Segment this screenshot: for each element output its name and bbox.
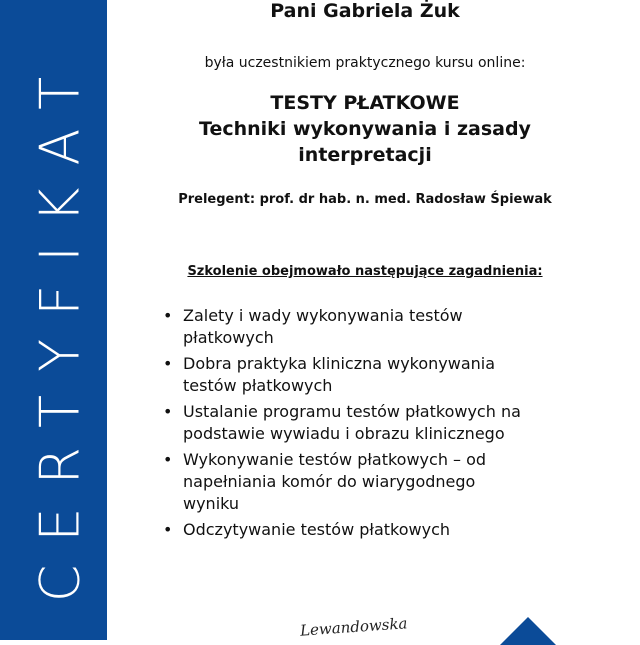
list-item — [163, 401, 523, 445]
topics-heading: Szkolenie obejmowało następujące zagadnienia: — [187, 264, 543, 279]
recipient-name: Pani Gabriela Żuk — [270, 0, 460, 22]
course-title-line: interpretacji — [298, 144, 432, 166]
topic-text: Zalety i wady wykonywania testów płatkowych — [183, 306, 463, 347]
intro-text: była uczestnikiem praktycznego kursu online: — [204, 55, 526, 71]
topic-text: Ustalanie programu testów płatkowych na podstawie wywiadu i obrazu klinicznego — [183, 402, 521, 443]
list-item — [163, 449, 523, 515]
course-title-line: Techniki wykonywania i zasady — [199, 118, 531, 140]
bullet-icon: • — [163, 520, 173, 539]
side-band — [0, 0, 107, 640]
bullet-icon: • — [163, 450, 173, 469]
bullet-icon: • — [163, 354, 173, 373]
course-title — [120, 90, 610, 168]
topic-text: Odczytywanie testów płatkowych — [183, 520, 451, 539]
certificate-side-title: CERTYFIKAT — [28, 53, 92, 603]
topic-text: Wykonywanie testów płatkowych – od napełniania komór do wiarygodnego wyniku — [183, 450, 487, 513]
topic-text: Dobra praktyka kliniczna wykonywania testów płatkowych — [183, 354, 496, 395]
logo-triangle-icon — [500, 617, 556, 645]
bullet-icon: • — [163, 402, 173, 421]
list-item — [163, 305, 523, 349]
signature: Lewandowska — [299, 614, 408, 640]
course-title-line: TESTY PŁATKOWE — [270, 92, 460, 114]
bullet-icon: • — [163, 306, 173, 325]
topics-list — [163, 305, 523, 545]
list-item — [163, 353, 523, 397]
list-item — [163, 519, 523, 541]
speaker: Prelegent: prof. dr hab. n. med. Radosław Śpiewak — [178, 192, 552, 207]
